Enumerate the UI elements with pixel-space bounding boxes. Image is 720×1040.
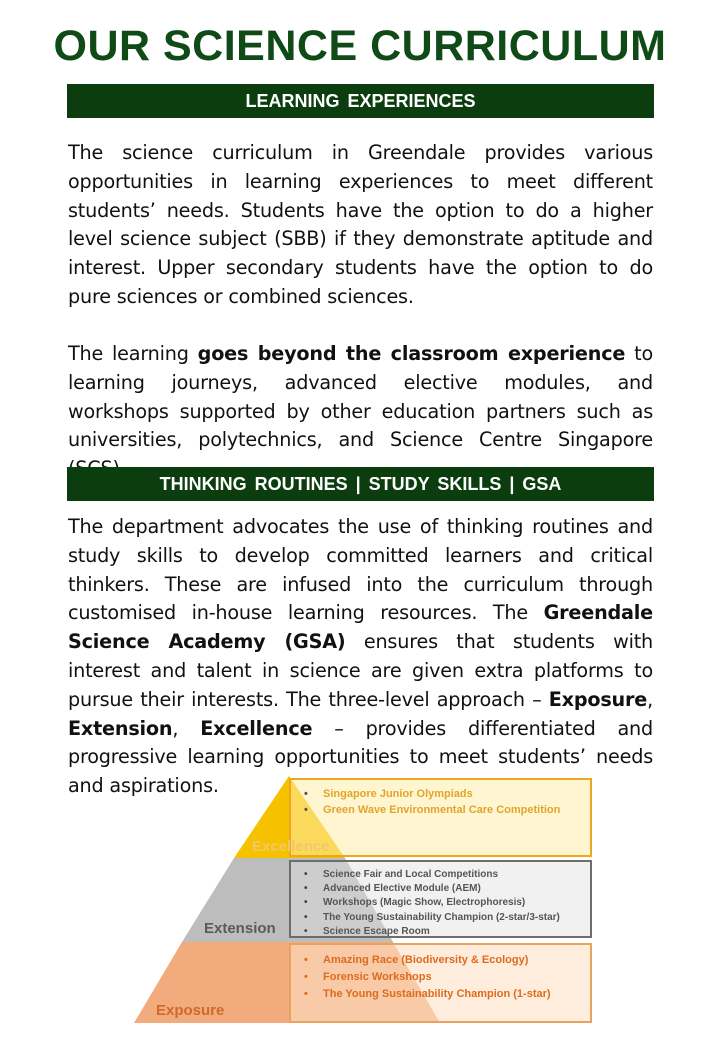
excellence-activities-box [289, 778, 592, 857]
text-run: , [647, 687, 653, 711]
list-item: • Amazing Race (Biodiversity & Ecology) [301, 952, 590, 969]
list-item: • Forensic Workshops [301, 969, 590, 986]
list-item: • Science Escape Room [301, 925, 590, 939]
extension-label: Extension [204, 920, 276, 937]
bold-run: goes beyond the classroom experience [197, 342, 626, 365]
bold-run: Excellence [200, 716, 313, 740]
list-item: • The Young Sustainability Champion (2-star/3-star) [301, 911, 590, 925]
text-run: ensures that students with interest and talent in science are given extra platforms to pursue their interests. The three-level approach – [68, 630, 653, 711]
list-item: • Singapore Junior Olympiads [301, 786, 590, 802]
exposure-activities-box [289, 943, 592, 1023]
list-item: • The Young Sustainability Champion (1-star) [301, 986, 590, 1003]
bold-run: Exposure [548, 687, 648, 711]
section-heading-learning: LEARNING EXPERIENCES [67, 84, 654, 118]
page-title: OUR SCIENCE CURRICULUM [53, 22, 667, 70]
list-item: • Science Fair and Local Competitions [301, 868, 590, 882]
bold-run: Greendale Science Academy (GSA) [68, 601, 653, 654]
text-run: to learning journeys, advanced elective modules, and workshops supported by other education partners such as universities, polytechnics, and Science Centre Singapore [68, 342, 653, 452]
excellence-label: Excellence [252, 838, 330, 855]
list-item: • Advanced Elective Module (AEM) [301, 882, 590, 896]
exposure-label: Exposure [156, 1002, 225, 1019]
bold-run: Extension [68, 716, 173, 740]
list-item: • Workshops (Magic Show, Electrophoresis) [301, 896, 590, 910]
text-run: The learning [68, 342, 198, 365]
section-heading-thinking: THINKING ROUTINES | STUDY SKILLS | GSA [67, 467, 654, 501]
learning-paragraph-1: The science curriculum in Greendale provides various opportunities in learning experiences to meet different students’ needs. Students have the option to do a higher level science subject (SBB) if they demonstrate aptitude and interest. Upper secondary students have the option to do pure sciences or combined sciences. [68, 141, 653, 308]
list-item: • Green Wave Environmental Care Competition [301, 802, 590, 818]
text-run: – provides differentiated and progressive learning opportunities to meet students’ needs and aspirations. [68, 716, 653, 798]
text-run: The department advocates the use of thinking routines and study skills to develop committed learners and critical thinkers. These are infused into the curriculum through customised in-house learning resources. The [68, 515, 653, 625]
text-run: , [172, 716, 201, 740]
extension-activities-box [289, 860, 592, 938]
